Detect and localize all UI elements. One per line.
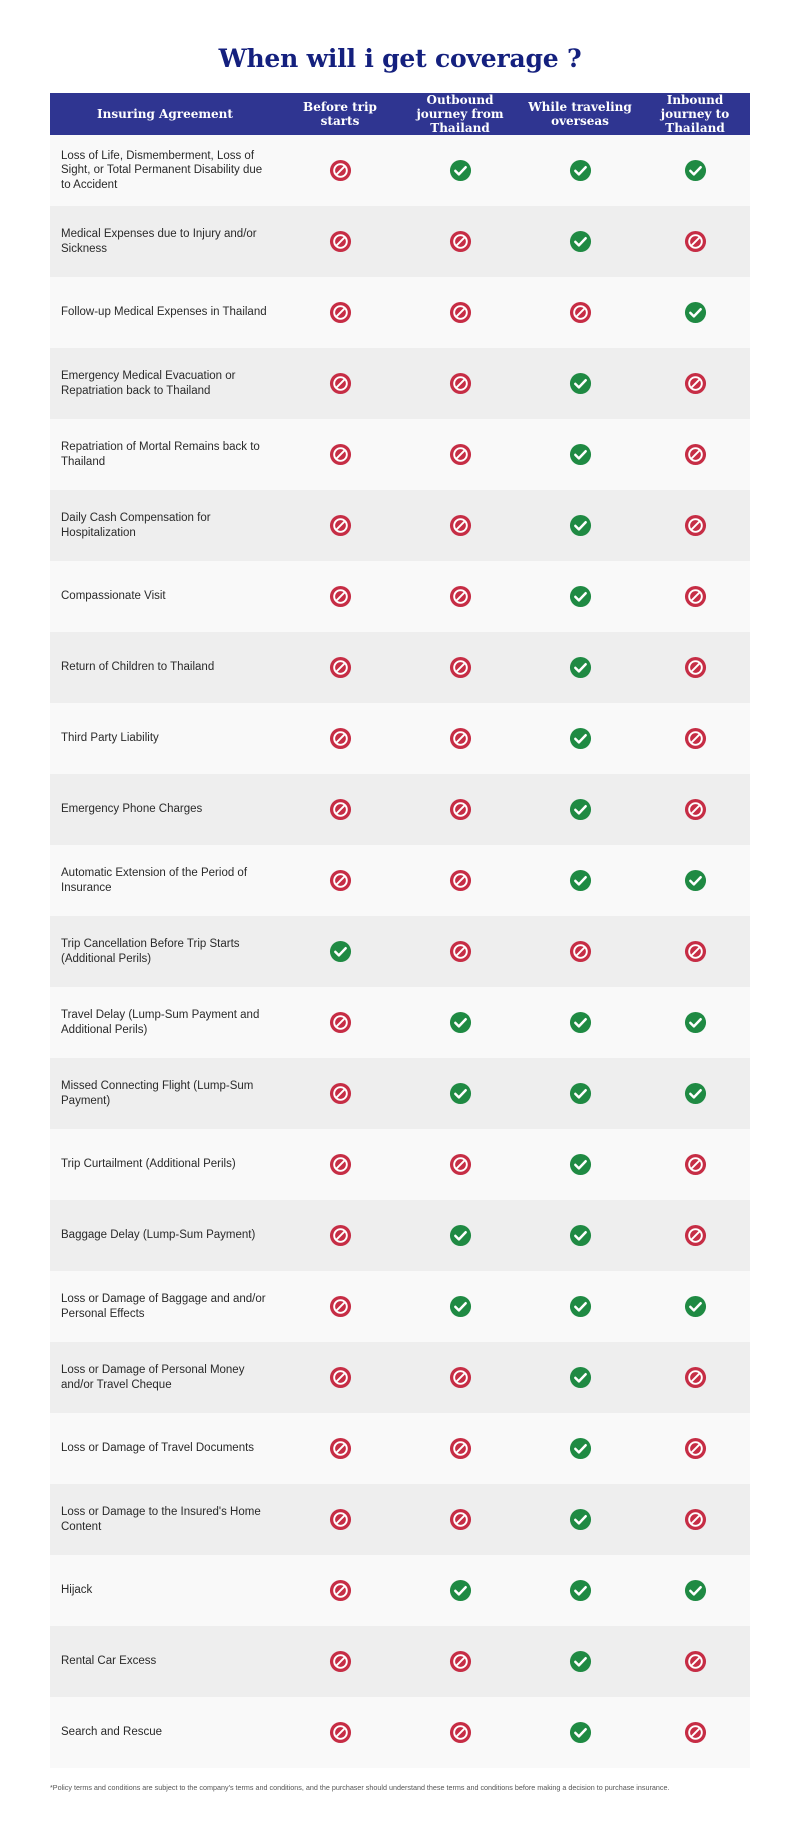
coverage-cell-inbound xyxy=(640,348,750,419)
no-entry-icon xyxy=(449,230,472,253)
check-circle-icon xyxy=(449,159,472,182)
no-entry-icon xyxy=(449,869,472,892)
no-entry-icon xyxy=(329,514,352,537)
coverage-cell-inbound xyxy=(640,1058,750,1129)
check-circle-icon xyxy=(569,727,592,750)
coverage-cell-overseas xyxy=(520,1129,640,1200)
insuring-agreement-label: Loss of Life, Dismemberment, Loss of Sight, or Total Permanent Disability due to Accident xyxy=(50,135,280,206)
coverage-cell-outbound xyxy=(400,703,520,774)
no-entry-icon xyxy=(684,230,707,253)
coverage-table xyxy=(50,93,750,1768)
no-entry-icon xyxy=(329,1721,352,1744)
coverage-cell-outbound xyxy=(400,206,520,277)
coverage-cell-outbound xyxy=(400,490,520,561)
insuring-agreement-label: Loss or Damage to the Insured's Home Content xyxy=(50,1484,280,1555)
no-entry-icon xyxy=(684,514,707,537)
coverage-cell-outbound xyxy=(400,1129,520,1200)
coverage-cell-inbound xyxy=(640,1484,750,1555)
no-entry-icon xyxy=(329,159,352,182)
check-circle-icon xyxy=(569,869,592,892)
no-entry-icon xyxy=(684,656,707,679)
coverage-cell-overseas xyxy=(520,1342,640,1413)
coverage-cell-overseas xyxy=(520,632,640,703)
check-circle-icon xyxy=(449,1295,472,1318)
insuring-agreement-label: Loss or Damage of Baggage and and/or Personal Effects xyxy=(50,1271,280,1342)
coverage-cell-overseas xyxy=(520,916,640,987)
coverage-cell-inbound xyxy=(640,1413,750,1484)
check-circle-icon xyxy=(569,514,592,537)
check-circle-icon xyxy=(684,1082,707,1105)
check-circle-icon xyxy=(569,443,592,466)
column-header-insuring-agreement: Insuring Agreement xyxy=(50,93,280,135)
table-row xyxy=(50,1342,750,1413)
check-circle-icon xyxy=(569,1153,592,1176)
coverage-cell-overseas xyxy=(520,277,640,348)
table-row xyxy=(50,419,750,490)
coverage-cell-outbound xyxy=(400,1342,520,1413)
insuring-agreement-label: Emergency Phone Charges xyxy=(50,774,280,845)
coverage-cell-overseas xyxy=(520,1626,640,1697)
no-entry-icon xyxy=(684,798,707,821)
no-entry-icon xyxy=(329,869,352,892)
no-entry-icon xyxy=(449,372,472,395)
coverage-cell-before-trip xyxy=(280,1129,400,1200)
coverage-cell-overseas xyxy=(520,419,640,490)
insuring-agreement-label: Travel Delay (Lump-Sum Payment and Additional Perils) xyxy=(50,987,280,1058)
coverage-cell-before-trip xyxy=(280,632,400,703)
no-entry-icon xyxy=(449,1437,472,1460)
page-title: When will i get coverage ? xyxy=(218,44,582,73)
check-circle-icon xyxy=(569,1295,592,1318)
check-circle-icon xyxy=(569,1579,592,1602)
check-circle-icon xyxy=(684,159,707,182)
coverage-cell-outbound xyxy=(400,348,520,419)
column-header-overseas: While traveling overseas xyxy=(520,93,640,135)
insuring-agreement-label: Trip Cancellation Before Trip Starts (Additional Perils) xyxy=(50,916,280,987)
coverage-cell-inbound xyxy=(640,1129,750,1200)
check-circle-icon xyxy=(569,1366,592,1389)
insuring-agreement-label: Third Party Liability xyxy=(50,703,280,774)
coverage-cell-inbound xyxy=(640,490,750,561)
coverage-cell-before-trip xyxy=(280,490,400,561)
coverage-cell-inbound xyxy=(640,916,750,987)
coverage-cell-before-trip xyxy=(280,845,400,916)
insuring-agreement-label: Loss or Damage of Travel Documents xyxy=(50,1413,280,1484)
no-entry-icon xyxy=(449,585,472,608)
insuring-agreement-label: Medical Expenses due to Injury and/or Sickness xyxy=(50,206,280,277)
table-row xyxy=(50,1271,750,1342)
no-entry-icon xyxy=(684,585,707,608)
no-entry-icon xyxy=(684,1437,707,1460)
check-circle-icon xyxy=(569,159,592,182)
no-entry-icon xyxy=(684,1650,707,1673)
check-circle-icon xyxy=(569,656,592,679)
check-circle-icon xyxy=(684,301,707,324)
coverage-cell-overseas xyxy=(520,1697,640,1768)
check-circle-icon xyxy=(569,1011,592,1034)
table-row xyxy=(50,987,750,1058)
check-circle-icon xyxy=(569,230,592,253)
coverage-cell-outbound xyxy=(400,916,520,987)
no-entry-icon xyxy=(684,372,707,395)
no-entry-icon xyxy=(329,798,352,821)
check-circle-icon xyxy=(684,1295,707,1318)
no-entry-icon xyxy=(569,940,592,963)
coverage-cell-outbound xyxy=(400,1555,520,1626)
check-circle-icon xyxy=(569,1508,592,1531)
check-circle-icon xyxy=(684,1579,707,1602)
coverage-cell-overseas xyxy=(520,987,640,1058)
no-entry-icon xyxy=(449,727,472,750)
insuring-agreement-label: Follow-up Medical Expenses in Thailand xyxy=(50,277,280,348)
coverage-cell-outbound xyxy=(400,1626,520,1697)
table-row xyxy=(50,845,750,916)
coverage-cell-before-trip xyxy=(280,1697,400,1768)
footnote: *Policy terms and conditions are subject to the company's terms and conditions, and the purchaser should understand these terms and conditions before making a decision to purchase insurance. xyxy=(50,1783,670,1792)
check-circle-icon xyxy=(449,1224,472,1247)
coverage-cell-before-trip xyxy=(280,348,400,419)
no-entry-icon xyxy=(329,443,352,466)
table-row xyxy=(50,703,750,774)
table-row xyxy=(50,348,750,419)
check-circle-icon xyxy=(569,1437,592,1460)
coverage-cell-overseas xyxy=(520,774,640,845)
table-row xyxy=(50,206,750,277)
coverage-cell-overseas xyxy=(520,845,640,916)
table-row xyxy=(50,1058,750,1129)
no-entry-icon xyxy=(329,301,352,324)
no-entry-icon xyxy=(449,1508,472,1531)
no-entry-icon xyxy=(329,1366,352,1389)
check-circle-icon xyxy=(329,940,352,963)
table-row xyxy=(50,632,750,703)
coverage-cell-overseas xyxy=(520,561,640,632)
coverage-cell-before-trip xyxy=(280,1200,400,1271)
no-entry-icon xyxy=(329,727,352,750)
table-header xyxy=(50,93,750,135)
no-entry-icon xyxy=(329,656,352,679)
no-entry-icon xyxy=(329,1579,352,1602)
coverage-cell-overseas xyxy=(520,1200,640,1271)
coverage-cell-overseas xyxy=(520,1058,640,1129)
coverage-cell-inbound xyxy=(640,1342,750,1413)
check-circle-icon xyxy=(449,1579,472,1602)
no-entry-icon xyxy=(329,1011,352,1034)
table-body xyxy=(50,135,750,1768)
no-entry-icon xyxy=(449,940,472,963)
check-circle-icon xyxy=(449,1082,472,1105)
coverage-cell-overseas xyxy=(520,1555,640,1626)
no-entry-icon xyxy=(329,1295,352,1318)
table-row xyxy=(50,774,750,845)
coverage-cell-outbound xyxy=(400,774,520,845)
coverage-cell-overseas xyxy=(520,490,640,561)
coverage-cell-outbound xyxy=(400,1058,520,1129)
column-header-before-trip: Before trip starts xyxy=(280,93,400,135)
no-entry-icon xyxy=(449,656,472,679)
coverage-cell-inbound xyxy=(640,774,750,845)
insuring-agreement-label: Loss or Damage of Personal Money and/or Travel Cheque xyxy=(50,1342,280,1413)
coverage-cell-before-trip xyxy=(280,1413,400,1484)
no-entry-icon xyxy=(684,1721,707,1744)
coverage-cell-before-trip xyxy=(280,561,400,632)
coverage-cell-overseas xyxy=(520,206,640,277)
insuring-agreement-label: Search and Rescue xyxy=(50,1697,280,1768)
coverage-cell-before-trip xyxy=(280,1058,400,1129)
check-circle-icon xyxy=(449,1011,472,1034)
coverage-cell-overseas xyxy=(520,1271,640,1342)
no-entry-icon xyxy=(329,1437,352,1460)
no-entry-icon xyxy=(449,1650,472,1673)
no-entry-icon xyxy=(684,1224,707,1247)
coverage-cell-before-trip xyxy=(280,1271,400,1342)
coverage-cell-outbound xyxy=(400,845,520,916)
coverage-cell-outbound xyxy=(400,277,520,348)
coverage-cell-inbound xyxy=(640,1555,750,1626)
column-header-inbound: Inbound journey to Thailand xyxy=(640,93,750,135)
coverage-cell-inbound xyxy=(640,1626,750,1697)
coverage-cell-before-trip xyxy=(280,135,400,206)
coverage-cell-before-trip xyxy=(280,987,400,1058)
coverage-cell-inbound xyxy=(640,561,750,632)
check-circle-icon xyxy=(569,372,592,395)
check-circle-icon xyxy=(684,1011,707,1034)
no-entry-icon xyxy=(329,1082,352,1105)
table-row xyxy=(50,1129,750,1200)
no-entry-icon xyxy=(449,443,472,466)
table-row xyxy=(50,490,750,561)
no-entry-icon xyxy=(329,585,352,608)
coverage-cell-inbound xyxy=(640,277,750,348)
no-entry-icon xyxy=(329,230,352,253)
coverage-cell-before-trip xyxy=(280,419,400,490)
no-entry-icon xyxy=(329,1153,352,1176)
coverage-cell-overseas xyxy=(520,703,640,774)
insuring-agreement-label: Automatic Extension of the Period of Insurance xyxy=(50,845,280,916)
coverage-cell-before-trip xyxy=(280,1626,400,1697)
insuring-agreement-label: Daily Cash Compensation for Hospitalization xyxy=(50,490,280,561)
insuring-agreement-label: Baggage Delay (Lump-Sum Payment) xyxy=(50,1200,280,1271)
table-row xyxy=(50,1626,750,1697)
table-row xyxy=(50,1484,750,1555)
no-entry-icon xyxy=(684,940,707,963)
coverage-cell-inbound xyxy=(640,987,750,1058)
coverage-cell-outbound xyxy=(400,135,520,206)
header-row xyxy=(50,93,750,135)
coverage-cell-overseas xyxy=(520,135,640,206)
no-entry-icon xyxy=(684,443,707,466)
coverage-cell-overseas xyxy=(520,1484,640,1555)
insuring-agreement-label: Compassionate Visit xyxy=(50,561,280,632)
coverage-cell-outbound xyxy=(400,987,520,1058)
table-row xyxy=(50,1413,750,1484)
column-header-outbound: Outbound journey from Thailand xyxy=(400,93,520,135)
coverage-cell-outbound xyxy=(400,561,520,632)
no-entry-icon xyxy=(684,727,707,750)
no-entry-icon xyxy=(449,1721,472,1744)
coverage-cell-inbound xyxy=(640,135,750,206)
coverage-cell-overseas xyxy=(520,1413,640,1484)
coverage-cell-inbound xyxy=(640,419,750,490)
table-row xyxy=(50,916,750,987)
check-circle-icon xyxy=(684,869,707,892)
table-row xyxy=(50,1697,750,1768)
insuring-agreement-label: Return of Children to Thailand xyxy=(50,632,280,703)
coverage-cell-before-trip xyxy=(280,916,400,987)
no-entry-icon xyxy=(449,1366,472,1389)
no-entry-icon xyxy=(684,1508,707,1531)
no-entry-icon xyxy=(684,1153,707,1176)
no-entry-icon xyxy=(449,1153,472,1176)
no-entry-icon xyxy=(329,1224,352,1247)
coverage-cell-inbound xyxy=(640,1271,750,1342)
insuring-agreement-label: Repatriation of Mortal Remains back to Thailand xyxy=(50,419,280,490)
coverage-cell-outbound xyxy=(400,632,520,703)
table-row xyxy=(50,561,750,632)
no-entry-icon xyxy=(329,372,352,395)
coverage-cell-before-trip xyxy=(280,774,400,845)
insuring-agreement-label: Emergency Medical Evacuation or Repatriation back to Thailand xyxy=(50,348,280,419)
no-entry-icon xyxy=(329,1650,352,1673)
check-circle-icon xyxy=(569,1224,592,1247)
no-entry-icon xyxy=(449,301,472,324)
check-circle-icon xyxy=(569,1721,592,1744)
table-row xyxy=(50,1555,750,1626)
check-circle-icon xyxy=(569,585,592,608)
coverage-cell-outbound xyxy=(400,1413,520,1484)
table-row xyxy=(50,1200,750,1271)
coverage-cell-outbound xyxy=(400,1200,520,1271)
check-circle-icon xyxy=(569,1082,592,1105)
coverage-cell-inbound xyxy=(640,845,750,916)
check-circle-icon xyxy=(569,798,592,821)
table-row xyxy=(50,277,750,348)
insuring-agreement-label: Trip Curtailment (Additional Perils) xyxy=(50,1129,280,1200)
no-entry-icon xyxy=(449,514,472,537)
coverage-cell-inbound xyxy=(640,1697,750,1768)
coverage-cell-outbound xyxy=(400,1271,520,1342)
no-entry-icon xyxy=(329,1508,352,1531)
coverage-cell-before-trip xyxy=(280,1555,400,1626)
no-entry-icon xyxy=(569,301,592,324)
coverage-cell-outbound xyxy=(400,1484,520,1555)
insuring-agreement-label: Missed Connecting Flight (Lump-Sum Payment) xyxy=(50,1058,280,1129)
coverage-cell-overseas xyxy=(520,348,640,419)
coverage-cell-before-trip xyxy=(280,1484,400,1555)
check-circle-icon xyxy=(569,1650,592,1673)
table-row xyxy=(50,135,750,206)
coverage-cell-before-trip xyxy=(280,703,400,774)
coverage-cell-before-trip xyxy=(280,277,400,348)
coverage-cell-inbound xyxy=(640,632,750,703)
insuring-agreement-label: Rental Car Excess xyxy=(50,1626,280,1697)
coverage-cell-inbound xyxy=(640,206,750,277)
coverage-cell-before-trip xyxy=(280,206,400,277)
coverage-cell-before-trip xyxy=(280,1342,400,1413)
coverage-cell-outbound xyxy=(400,1697,520,1768)
no-entry-icon xyxy=(449,798,472,821)
no-entry-icon xyxy=(684,1366,707,1389)
coverage-cell-outbound xyxy=(400,419,520,490)
coverage-cell-inbound xyxy=(640,1200,750,1271)
insuring-agreement-label: Hijack xyxy=(50,1555,280,1626)
coverage-cell-inbound xyxy=(640,703,750,774)
